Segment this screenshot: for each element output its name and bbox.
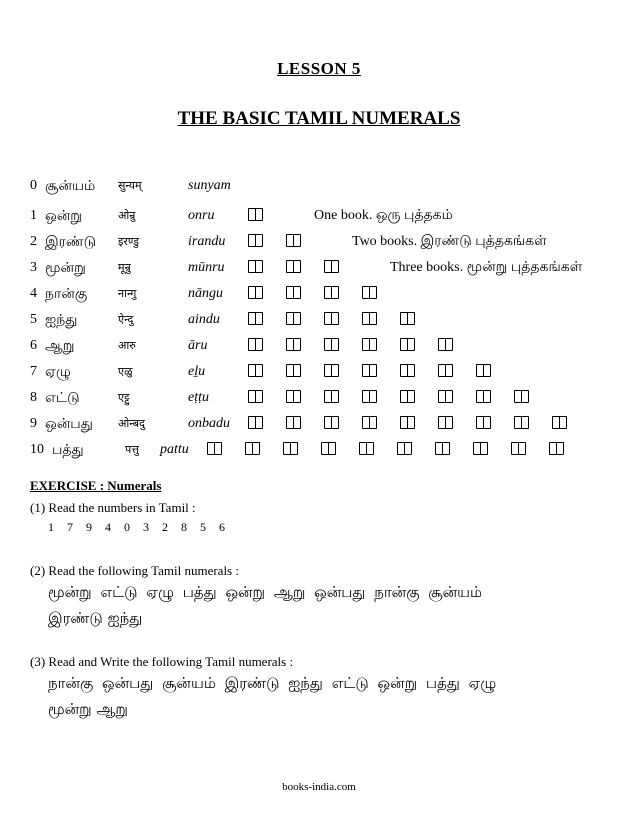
book-icon — [324, 416, 339, 429]
book-icon — [324, 312, 339, 325]
numeral-row — [30, 260, 610, 284]
numeral-devanagari: मून्रु — [118, 261, 131, 274]
numeral-row — [30, 178, 610, 202]
book-icon — [362, 286, 377, 299]
book-icon — [400, 390, 415, 403]
numeral-digit: 8 — [30, 390, 37, 405]
book-icon — [511, 442, 526, 455]
book-icon — [283, 442, 298, 455]
book-icon — [286, 260, 301, 273]
numeral-tamil: ஆறு — [45, 338, 75, 354]
numeral-devanagari: एळु — [118, 365, 133, 378]
exercise-q3-line1: நான்கு ஒன்பது சூன்யம் இரண்டு ஐந்து எட்டு ஒன்று பத்து ஏழு — [48, 674, 497, 692]
exercise-digit: 2 — [162, 520, 168, 534]
exercise-digit: 0 — [124, 520, 130, 534]
exercise-q1: (1) Read the numbers in Tamil : — [30, 500, 196, 515]
numeral-tamil: ஐந்து — [45, 312, 78, 328]
numeral-row — [30, 442, 610, 466]
book-icon — [286, 338, 301, 351]
numeral-transliteration: sunyam — [188, 178, 231, 193]
exercise-heading: EXERCISE : Numerals — [30, 478, 162, 493]
book-icon — [549, 442, 564, 455]
numeral-digit: 7 — [30, 364, 37, 379]
book-icon — [438, 416, 453, 429]
numeral-row — [30, 208, 610, 232]
book-icon — [514, 390, 529, 403]
book-icon — [248, 208, 263, 221]
book-icon — [324, 338, 339, 351]
book-icon — [400, 312, 415, 325]
numeral-transliteration: eḻu — [188, 364, 206, 379]
exercise-q2-line1: மூன்று எட்டு ஏழு பத்து ஒன்று ஆறு ஒன்பது நான்கு சூன்யம் — [48, 583, 483, 601]
book-icon — [248, 364, 263, 377]
book-icon — [248, 312, 263, 325]
exercise-digit: 9 — [86, 520, 92, 534]
numeral-digit: 10 — [30, 442, 44, 457]
book-icon — [286, 390, 301, 403]
exercise-digit: 8 — [181, 520, 187, 534]
book-icon — [324, 260, 339, 273]
book-icon — [245, 442, 260, 455]
numeral-transliteration: mūnru — [188, 260, 225, 275]
book-icon — [473, 442, 488, 455]
numeral-devanagari: ओन्रु — [118, 209, 136, 222]
book-icon — [435, 442, 450, 455]
numeral-digit: 3 — [30, 260, 37, 275]
exercise-digit: 7 — [67, 520, 73, 534]
book-icon — [438, 390, 453, 403]
book-icon — [286, 234, 301, 247]
book-icon — [476, 416, 491, 429]
numeral-devanagari: नान्गु — [118, 287, 137, 300]
numeral-tamil: ஏழு — [45, 364, 71, 380]
numeral-digit: 9 — [30, 416, 37, 431]
numeral-row — [30, 312, 610, 336]
numeral-transliteration: eṭṭu — [188, 390, 209, 405]
exercise-q2-line2: இரண்டு ஐந்து — [48, 609, 143, 627]
numeral-example-sentence: One book. ஒரு புத்தகம் — [314, 208, 453, 223]
numeral-row — [30, 286, 610, 310]
numeral-tamil: எட்டு — [45, 390, 80, 406]
numeral-row — [30, 338, 610, 362]
book-icon — [362, 312, 377, 325]
numeral-row — [30, 390, 610, 414]
numeral-tamil: பத்து — [52, 442, 84, 458]
book-icon — [397, 442, 412, 455]
book-icon — [438, 364, 453, 377]
numeral-row — [30, 364, 610, 388]
numeral-tamil: இரண்டு — [45, 234, 97, 250]
book-icon — [362, 338, 377, 351]
book-icon — [286, 286, 301, 299]
book-icon — [362, 364, 377, 377]
book-icon — [400, 364, 415, 377]
book-icon — [248, 234, 263, 247]
numeral-transliteration: pattu — [160, 442, 189, 457]
numeral-devanagari: आरु — [118, 339, 136, 352]
book-icon — [248, 390, 263, 403]
book-icon — [207, 442, 222, 455]
book-icon — [248, 416, 263, 429]
numeral-tamil: சூன்யம் — [45, 178, 96, 194]
book-icon — [476, 364, 491, 377]
page-title: THE BASIC TAMIL NUMERALS — [177, 108, 461, 129]
numeral-tamil: ஒன்று — [45, 208, 83, 224]
numeral-digit: 5 — [30, 312, 37, 327]
numeral-digit: 4 — [30, 286, 37, 301]
book-icon — [400, 416, 415, 429]
numeral-example-sentence: Two books. இரண்டு புத்தகங்கள் — [352, 234, 547, 249]
numeral-devanagari: इरण्डु — [118, 235, 140, 248]
book-icon — [324, 390, 339, 403]
book-icon — [400, 338, 415, 351]
book-icon — [286, 312, 301, 325]
numeral-digit: 0 — [30, 178, 37, 193]
numeral-tamil: மூன்று — [45, 260, 86, 276]
book-icon — [324, 364, 339, 377]
numeral-devanagari: सुन्यम् — [118, 179, 142, 192]
book-icon — [286, 364, 301, 377]
numeral-example-sentence: Three books. மூன்று புத்தகங்கள் — [390, 260, 583, 275]
numeral-transliteration: nāngu — [188, 286, 223, 301]
exercise-q2: (2) Read the following Tamil numerals : — [30, 563, 239, 578]
exercise-q3-line2: மூன்று ஆறு — [48, 700, 128, 718]
book-icon — [476, 390, 491, 403]
book-icon — [248, 286, 263, 299]
numeral-digit: 6 — [30, 338, 37, 353]
numeral-devanagari: ओन्बदु — [118, 417, 145, 430]
book-icon — [321, 442, 336, 455]
numeral-tamil: நான்கு — [45, 286, 88, 302]
exercise-q3: (3) Read and Write the following Tamil numerals : — [30, 654, 294, 669]
exercise-digit: 3 — [143, 520, 149, 534]
numeral-digit: 2 — [30, 234, 37, 249]
numeral-devanagari: एट्टु — [118, 391, 130, 404]
exercise-digit: 4 — [105, 520, 111, 534]
exercise-digit: 5 — [200, 520, 206, 534]
book-icon — [324, 286, 339, 299]
exercise-q1-digits — [48, 520, 238, 535]
book-icon — [514, 416, 529, 429]
book-icon — [286, 416, 301, 429]
numeral-row — [30, 416, 610, 440]
numeral-devanagari: पत्तु — [125, 443, 139, 456]
lesson-title: LESSON 5 — [277, 59, 361, 78]
footer: books-india.com — [282, 781, 356, 793]
book-icon — [362, 390, 377, 403]
book-icon — [438, 338, 453, 351]
numeral-row — [30, 234, 610, 258]
numeral-tamil: ஒன்பது — [45, 416, 93, 432]
numeral-digit: 1 — [30, 208, 37, 223]
book-icon — [362, 416, 377, 429]
book-icon — [552, 416, 567, 429]
exercise-digit: 6 — [219, 520, 225, 534]
numeral-transliteration: onbadu — [188, 416, 230, 431]
numeral-devanagari: ऐन्दु — [118, 313, 134, 326]
book-icon — [248, 338, 263, 351]
book-icon — [248, 260, 263, 273]
numeral-transliteration: irandu — [188, 234, 226, 249]
book-icon — [359, 442, 374, 455]
numeral-transliteration: onru — [188, 208, 215, 223]
numeral-transliteration: āru — [188, 338, 208, 353]
exercise-digit: 1 — [48, 520, 54, 534]
numeral-transliteration: aindu — [188, 312, 220, 327]
